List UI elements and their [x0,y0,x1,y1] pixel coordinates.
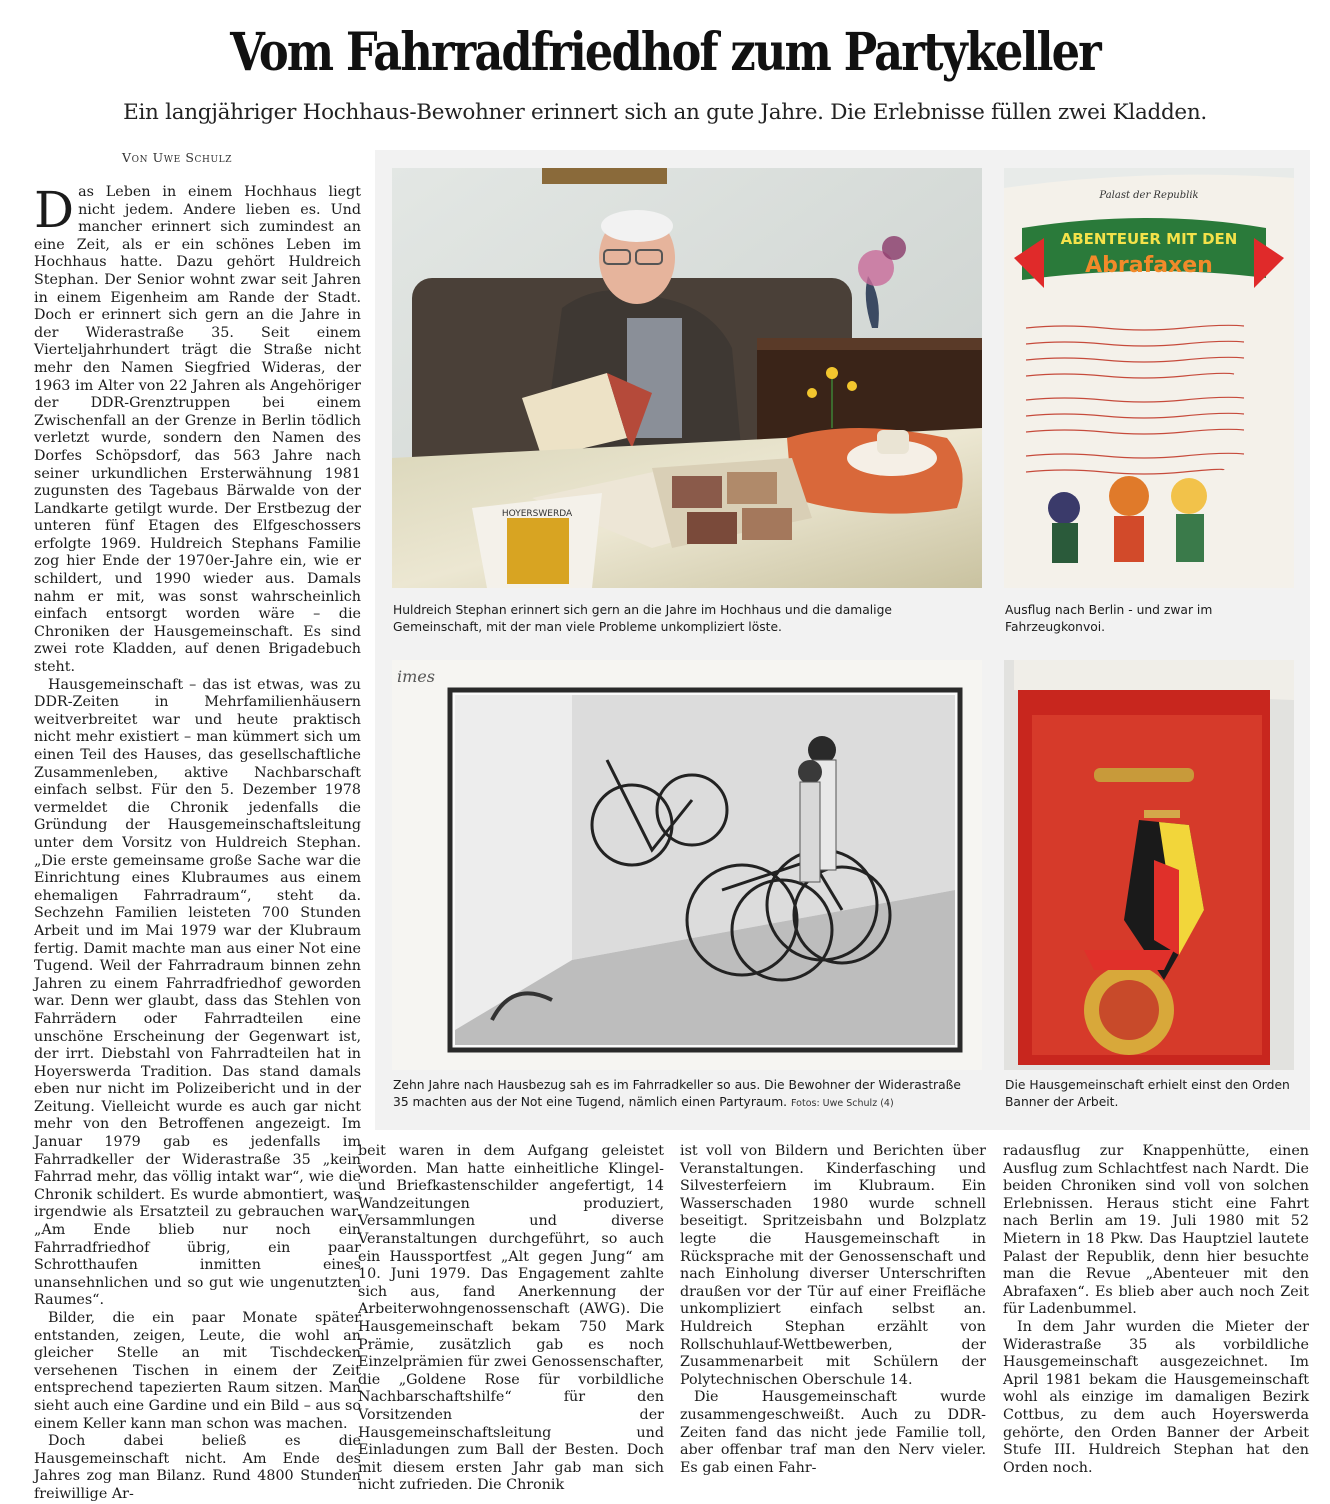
pennant-label: HOYERSWERDA [501,509,573,519]
caption-photo3 [393,1077,978,1112]
subheadline: Ein langjähriger Hochhaus-Bewohner erinnert sich an gute Jahre. Die Erlebnisse füllen zwei Kladden. [123,100,1207,125]
col1-paragraph-3: Bilder, die ein paar Monate später entstanden, zeigen, Leute, die wohl an gleicher Stelle an mit Tischdecken versehenen Tischen in einem der Zeit entsprechend tapezierten Raum sitzen. Man sieht auch eine Gardine und ein Bild – aus so einem Keller kann man schon was machen. [34,1310,361,1432]
photo-chronicle-page-image [1004,168,1294,588]
article-column-2 [358,1143,664,1494]
photo-medal-box [1004,660,1294,1070]
chronicle-banner-line1: ABENTEUER MIT DEN [1060,230,1238,248]
caption-photo3-text: Zehn Jahre nach Hausbezug sah es im Fahrradkeller so aus. Die Bewohner der Widerastraße 35 machten aus der Not eine Tugend, nämlich einen Partyraum. [393,1078,961,1109]
chronicle-banner-line2: Abrafaxen [1085,253,1213,278]
chronicle-small-title: Palast der Republik [1099,190,1199,201]
photo-chronicle-page [1004,168,1294,588]
col1-paragraph-4: Doch dabei beließ es die Hausgemeinschaft nicht. Am Ende des Jahres zog man Bilanz. Rund 4800 Stunden freiwillige Ar- [34,1433,361,1502]
photo-bicycle-cellar-image [392,660,982,1070]
photo-medal-box-image [1004,660,1294,1070]
article-column-1 [34,181,361,1502]
photo-man-with-album-image [392,168,982,588]
col3-paragraph-2: Die Hausgemeinschaft wurde zusammengeschweißt. Auch zu DDR-Zeiten fand das nicht jede Familie toll, aber offenbar traf man den Nerv vieler. Es gab einen Fahr- [680,1389,986,1476]
col2-paragraph-1: beit waren in dem Aufgang geleistet worden. Man hatte einheitliche Klingel- und Briefkastenschilder angefertigt, 14 Wandzeitungen produziert, Versammlungen und diverse Veranstaltungen durchgeführt, so auch ein Haussportfest „Alt gegen Jung“ am 10. Juni 1979. Das Engagement zahlte sich aus, fand Anerkennung der Arbeiterwohngenossenschaft (AWG). Die Hausgemeinschaft bekam 750 Mark Prämie, zusätzlich gab es noch Einzelprämien für zwei Genossenschafter, die „Goldene Rose für vorbildliche Nachbarschaftshilfe“ für den Vorsitzenden der Hausgemeinschaftsleitung und Einladungen zum Ball der Besten. Doch mit diesem ersten Jahr gab man sich nicht zufrieden. Die Chronik [358,1143,664,1494]
col4-paragraph-1: radausflug zur Knappenhütte, einen Ausflug zum Schlachtfest nach Nardt. Die beiden Chroniken sind voll von solchen Erlebnissen. Heraus sticht eine Fahrt nach Berlin am 19. Juli 1980 mit 52 Mietern in 18 Pkw. Das Hauptziel lautete Palast der Republik, denn hier besuchte man die Revue „Abenteuer mit den Abrafaxen“. Es blieb aber auch noch Zeit für Ladenbummel. [1003,1143,1309,1318]
col1-paragraph-1: as Leben in einem Hochhaus liegt nicht jedem. Andere lieben es. Und mancher erinnert sich zumindest an eine Zeit, als er ein schönes Leben im Hochhaus hatte. Dazu gehört Huldreich Stephan. Der Senior wohnt zwar seit Jahren in einem Eigenheim am Rande der Stadt. Doch er erinnert sich gern an die Jahre in der Widerastraße 35. Seit einem Vierteljahrhundert trägt die Straße nicht mehr den Namen Siegfried Wideras, der 1963 im Alter von 22 Jahren als Angehöriger der DDR-Grenztruppen bei einem Zwischenfall an der Grenze in Berlin tödlich verletzt wurde, sondern den Namen des Dorfes Schöpsdorf, das 563 Jahre nach seiner urkundlichen Ersterwähnung 1981 zugunsten des Tagebaus Bärwalde von der Landkarte getilgt wurde. Der Erstbezug der unteren fünf Etagen des Elfgeschossers erfolgte 1969. Huldreich Stephans Familie zog hier Ende der 1970er-Jahre ein, wie er schildert, und 1990 wieder aus. Damals nahm er mit, was sonst wahrscheinlich einfach entsorgt worden wäre – die Chroniken der Hausgemeinschaft. Es sind zwei rote Kladden, auf denen Brigadebuch steht. [34,184,361,676]
col1-paragraph-2: Hausgemeinschaft – das ist etwas, was zu DDR-Zeiten in Mehrfamilienhäusern weitverbreitet war und heute praktisch nicht mehr existiert – man kümmert sich um einen Teil des Hauses, das gesellschaftliche Zusammenleben, aktive Nachbarschaft einfach selbst. Für den 5. Dezember 1978 vermeldet die Chronik jedenfalls die Gründung der Hausgemeinschaftsleitung unter dem Vorsitz von Huldreich Stephan. „Die erste gemeinsame große Sache war die Einrichtung eines Klubraumes aus einem ehemaligen Fahrradraum“, steht da. Sechzehn Familien leisteten 700 Stunden Arbeit und im Mai 1979 war der Klubraum fertig. Damit machte man aus einer Not eine Tugend. Weil der Fahrradraum binnen zehn Jahren zu einem Fahrradfriedhof geworden war. Denn wer glaubt, dass das Stehlen von Fahrrädern oder Fahrradteilen eine unschöne Erscheinung der Gegenwart ist, der irrt. Diebstahl von Fahrradteilen hat in Hoyerswerda Tradition. Das stand damals eben nur nicht im Polizeibericht und in der Zeitung. Vielleicht wurde es auch gar nicht mehr von den Betroffenen angezeigt. Im Januar 1979 gab es jedenfalls im Fahrradkeller der Widerastraße 35 „kein Fahrrad mehr, das völlig intakt war“, wie die Chronik schildert. Es wurde abmontiert, was irgendwie als Ersatzteil zu gebrauchen war. „Am Ende blieb nur noch ein Fahrradfriedhof übrig, ein paar Schrotthaufen inmitten eines unansehnlichen und so gut wie ungenutzten Raumes“. [34,676,361,1309]
headline: Vom Fahrradfriedhof zum Partykeller [230,22,1100,83]
photo-bicycle-cellar [392,660,982,1070]
photo-credit: Fotos: Uwe Schulz (4) [791,1098,894,1109]
col3-paragraph-1: ist voll von Bildern und Berichten über Veranstaltungen. Kinderfasching und Silvesterfeiern im Klubraum. Ein Wasserschaden 1980 wurde schnell beseitigt. Spritzeisbahn und Bolzplatz legte die Hausgemeinschaft in Rücksprache mit der Genossenschaft und nach Einholung diverser Unterschriften draußen vor der Tür auf einer Freifläche unkompliziert einfach selbst an. Huldreich Stephan erzählt von Rollschuhlauf-Wettbewerben, der Zusammenarbeit mit Schülern der Polytechnischen Oberschule 14. [680,1143,986,1388]
handwriting-note: imes [397,667,435,686]
dropcap: D [34,181,75,239]
photo-man-with-album [392,168,982,588]
article-column-3 [680,1143,986,1476]
caption-photo4: Die Hausgemeinschaft erhielt einst den Orden Banner der Arbeit. [1005,1078,1290,1109]
col4-paragraph-2: In dem Jahr wurden die Mieter der Widerastraße 35 als vorbildliche Hausgemeinschaft ausgezeichnet. Im April 1981 bekam die Hausgemeinschaft wohl als einzige im damaligen Bezirk Cottbus, zu dem auch Hoyerswerda gehörte, den Orden Banner der Arbeit Stufe III. Huldreich Stephan hat den Orden noch. [1003,1318,1309,1476]
byline: Von Uwe Schulz [122,150,233,165]
caption-photo2: Ausflug nach Berlin - und zwar im Fahrzeugkonvoi. [1005,603,1213,634]
caption-photo1: Huldreich Stephan erinnert sich gern an die Jahre im Hochhaus und die damalige Gemeinschaft, mit der man viele Probleme unkompliziert löste. [393,603,892,634]
article-column-4 [1003,1143,1309,1476]
